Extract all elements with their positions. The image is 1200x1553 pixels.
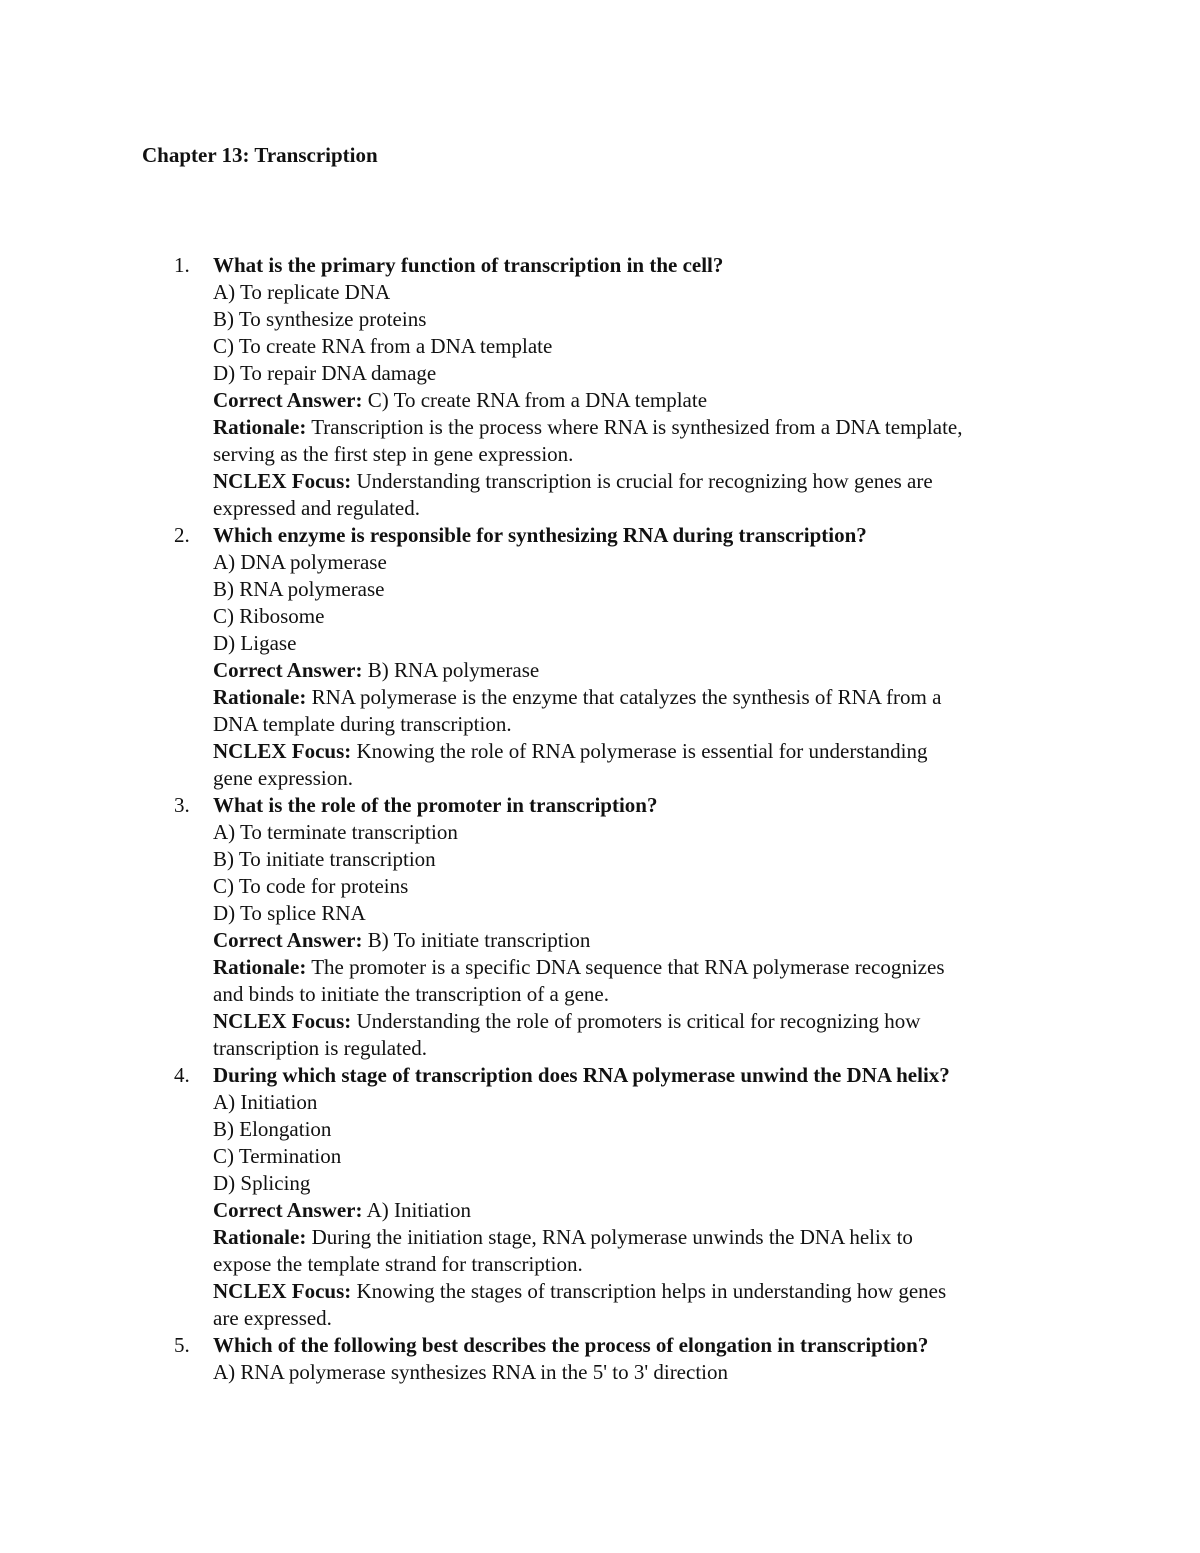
rationale-label: Rationale: xyxy=(213,1225,307,1249)
question-number: 4. xyxy=(174,1063,190,1087)
rationale-text: RNA polymerase is the enzyme that catalyzes the synthesis of RNA from a xyxy=(311,685,942,709)
question-number: 5. xyxy=(174,1333,190,1357)
answer-option: C) Termination xyxy=(213,1144,342,1168)
nclex-focus-text: Understanding transcription is crucial for recognizing how genes are xyxy=(356,469,933,493)
question-text: What is the role of the promoter in transcription? xyxy=(213,793,658,817)
nclex-focus-continuation: expressed and regulated. xyxy=(213,496,420,520)
question-item xyxy=(0,1332,1200,1386)
nclex-focus-text: Understanding the role of promoters is critical for recognizing how xyxy=(356,1009,921,1033)
nclex-focus-line xyxy=(213,1278,1063,1305)
nclex-focus-label: NCLEX Focus: xyxy=(213,1279,352,1303)
question-body xyxy=(213,1062,1063,1332)
answer-option: A) To terminate transcription xyxy=(213,820,458,844)
correct-answer-line xyxy=(213,1197,1063,1224)
answer-option: A) DNA polymerase xyxy=(213,550,387,574)
rationale-text: Transcription is the process where RNA is synthesized from a DNA template, xyxy=(311,415,963,439)
answer-option: A) To replicate DNA xyxy=(213,280,391,304)
rationale-text: During the initiation stage, RNA polymerase unwinds the DNA helix to xyxy=(311,1225,913,1249)
question-text: What is the primary function of transcription in the cell? xyxy=(213,253,724,277)
question-number: 2. xyxy=(174,523,190,547)
question-text: During which stage of transcription does RNA polymerase unwind the DNA helix? xyxy=(213,1063,950,1087)
rationale-continuation: and binds to initiate the transcription of a gene. xyxy=(213,982,609,1006)
answer-option: C) To create RNA from a DNA template xyxy=(213,334,553,358)
rationale-continuation: serving as the first step in gene expression. xyxy=(213,442,574,466)
rationale-label: Rationale: xyxy=(213,415,307,439)
question-body xyxy=(213,1332,1063,1386)
correct-answer-label: Correct Answer: xyxy=(213,658,363,682)
correct-answer-value: B) RNA polymerase xyxy=(367,658,540,682)
answer-option: C) To code for proteins xyxy=(213,874,409,898)
answer-option: B) RNA polymerase xyxy=(213,577,385,601)
question-body xyxy=(213,522,1063,792)
nclex-focus-continuation: gene expression. xyxy=(213,766,353,790)
answer-option: A) RNA polymerase synthesizes RNA in the 5' to 3' direction xyxy=(213,1360,728,1384)
question-number: 1. xyxy=(174,253,190,277)
correct-answer-label: Correct Answer: xyxy=(213,928,363,952)
correct-answer-line xyxy=(213,387,1063,414)
nclex-focus-label: NCLEX Focus: xyxy=(213,739,352,763)
nclex-focus-line xyxy=(213,738,1063,765)
correct-answer-value: B) To initiate transcription xyxy=(367,928,591,952)
question-text: Which of the following best describes the process of elongation in transcription? xyxy=(213,1333,929,1357)
question-item xyxy=(0,792,1200,1062)
question-body xyxy=(213,252,1063,522)
answer-option: B) To synthesize proteins xyxy=(213,307,427,331)
rationale-label: Rationale: xyxy=(213,685,307,709)
nclex-focus-label: NCLEX Focus: xyxy=(213,469,352,493)
nclex-focus-text: Knowing the role of RNA polymerase is essential for understanding xyxy=(356,739,928,763)
question-number: 3. xyxy=(174,793,190,817)
answer-option: D) Splicing xyxy=(213,1171,311,1195)
nclex-focus-continuation: transcription is regulated. xyxy=(213,1036,428,1060)
answer-option: D) To repair DNA damage xyxy=(213,361,437,385)
answer-option: B) Elongation xyxy=(213,1117,332,1141)
correct-answer-value: C) To create RNA from a DNA template xyxy=(367,388,708,412)
question-list xyxy=(0,252,1200,1386)
rationale-line xyxy=(213,684,1063,711)
question-text: Which enzyme is responsible for synthesizing RNA during transcription? xyxy=(213,523,867,547)
rationale-label: Rationale: xyxy=(213,955,307,979)
rationale-line xyxy=(213,414,1063,441)
answer-option: D) Ligase xyxy=(213,631,297,655)
correct-answer-label: Correct Answer: xyxy=(213,388,363,412)
correct-answer-label: Correct Answer: xyxy=(213,1198,363,1222)
answer-option: A) Initiation xyxy=(213,1090,318,1114)
answer-option: B) To initiate transcription xyxy=(213,847,436,871)
chapter-title: Chapter 13: Transcription xyxy=(142,143,378,167)
question-body xyxy=(213,792,1063,1062)
answer-option: C) Ribosome xyxy=(213,604,325,628)
nclex-focus-continuation: are expressed. xyxy=(213,1306,332,1330)
rationale-line xyxy=(213,954,1063,981)
rationale-continuation: DNA template during transcription. xyxy=(213,712,512,736)
correct-answer-value: A) Initiation xyxy=(366,1198,471,1222)
rationale-line xyxy=(213,1224,1063,1251)
question-item xyxy=(0,1062,1200,1332)
rationale-continuation: expose the template strand for transcription. xyxy=(213,1252,583,1276)
question-item xyxy=(0,522,1200,792)
nclex-focus-line xyxy=(213,1008,1063,1035)
correct-answer-line xyxy=(213,657,1063,684)
question-item xyxy=(0,252,1200,522)
nclex-focus-line xyxy=(213,468,1063,495)
correct-answer-line xyxy=(213,927,1063,954)
nclex-focus-label: NCLEX Focus: xyxy=(213,1009,352,1033)
answer-option: D) To splice RNA xyxy=(213,901,366,925)
nclex-focus-text: Knowing the stages of transcription helps in understanding how genes xyxy=(356,1279,947,1303)
rationale-text: The promoter is a specific DNA sequence that RNA polymerase recognizes xyxy=(311,955,945,979)
